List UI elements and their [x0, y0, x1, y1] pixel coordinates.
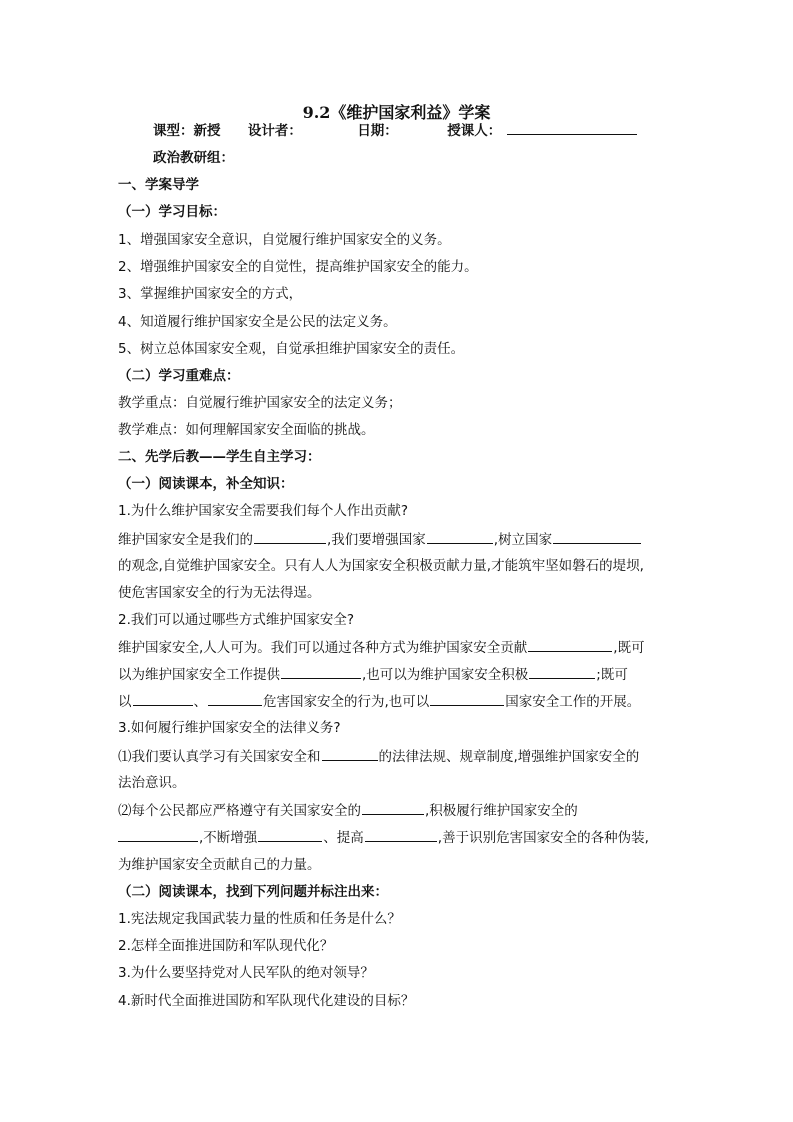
- answer-text: ,不断增强: [199, 830, 258, 846]
- question-2: 2.我们可以通过哪些方式维护国家安全?: [118, 612, 355, 628]
- answer-text: 以为维护国家安全工作提供: [118, 667, 280, 683]
- lesson-type: 课型：新授: [153, 123, 221, 139]
- answer-text: 维护国家安全,人人可为。我们可以通过各种方式为维护国家安全贡献: [118, 640, 528, 656]
- fill-blank[interactable]: [529, 665, 595, 679]
- goal-item: 5、树立总体国家安全观，自觉承担维护国家安全的责任。: [118, 341, 465, 357]
- fill-blank[interactable]: [362, 801, 424, 815]
- section-2-heading: 二、先学后教——学生自主学习：: [118, 449, 321, 465]
- teaching-difficulty: 教学难点：如何理解国家安全面临的挑战。: [118, 422, 375, 438]
- list-item: 1.宪法规定我国武装力量的性质和任务是什么？: [118, 911, 401, 927]
- answer-line: 的观念,自觉维护国家安全。只有人人为国家安全积极贡献力量,才能筑牢坚如磐石的堤坝,: [118, 558, 644, 574]
- answer-line: [118, 692, 640, 711]
- fill-blank[interactable]: [281, 665, 361, 679]
- designer-label: 设计者：: [247, 123, 302, 139]
- question-3: 3.如何履行维护国家安全的法律义务?: [118, 720, 341, 736]
- teaching-key: 教学重点：自觉履行维护国家安全的法定义务；: [118, 395, 402, 411]
- answer-text: 维护国家安全是我们的: [118, 532, 253, 548]
- fill-blank[interactable]: [528, 638, 612, 652]
- teacher-blank: [507, 121, 637, 135]
- answer-line: [118, 530, 642, 549]
- answer-text: 危害国家安全的行为,也可以: [263, 694, 430, 710]
- answer-text: ⑴我们要认真学习有关国家安全和: [118, 749, 321, 765]
- answer-text: ,积极履行维护国家安全的: [425, 803, 578, 819]
- fill-blank[interactable]: [118, 828, 198, 842]
- subsection-fill-in: （一）阅读课本，补全知识：: [118, 476, 294, 492]
- answer-text: ,我们要增强国家: [327, 532, 426, 548]
- answer-text: 、: [193, 694, 207, 710]
- fill-blank[interactable]: [365, 828, 437, 842]
- list-item: 4.新时代全面推进国防和军队现代化建设的目标？: [118, 993, 415, 1009]
- fill-blank[interactable]: [258, 828, 322, 842]
- goal-item: 2、增强维护国家安全的自觉性，提高维护国家安全的能力。: [118, 259, 478, 275]
- answer-text: ,树立国家: [493, 532, 553, 548]
- fill-blank[interactable]: [553, 530, 641, 544]
- group-label: 政治教研组：: [153, 150, 234, 166]
- subsection-find: （二）阅读课本，找到下列问题并标注出来：: [118, 884, 388, 900]
- fill-blank[interactable]: [133, 692, 193, 706]
- answer-line: [118, 801, 578, 820]
- answer-line: 为维护国家安全贡献自己的力量。: [118, 857, 321, 873]
- answer-line: [118, 747, 639, 766]
- subsection-key-points: （二）学习重难点：: [118, 368, 240, 384]
- page-title: 9.2《维护国家利益》学案: [302, 103, 491, 122]
- goal-item: 1、增强国家安全意识，自觉履行维护国家安全的义务。: [118, 232, 451, 248]
- answer-text: ,既可: [613, 640, 645, 656]
- answer-text: ,也可以为维护国家安全积极: [362, 667, 529, 683]
- answer-text: ;既可: [596, 667, 628, 683]
- fill-blank[interactable]: [322, 747, 378, 761]
- answer-line: [118, 665, 628, 684]
- fill-blank[interactable]: [208, 692, 262, 706]
- fill-blank[interactable]: [430, 692, 504, 706]
- goal-item: 3、掌握维护国家安全的方式，: [118, 286, 303, 302]
- answer-line: 法治意识。: [118, 775, 186, 791]
- answer-text: ,善于识别危害国家安全的各种伪装,: [437, 830, 649, 846]
- question-1: 1.为什么维护国家安全需要我们每个人作出贡献?: [118, 503, 409, 519]
- meta-line: [153, 121, 638, 140]
- subsection-goals: （一）学习目标：: [118, 204, 226, 220]
- answer-line: 使危害国家安全的行为无法得逞。: [118, 585, 321, 601]
- list-item: 2.怎样全面推进国防和军队现代化？: [118, 938, 334, 954]
- fill-blank[interactable]: [254, 530, 326, 544]
- list-item: 3.为什么要坚持党对人民军队的绝对领导？: [118, 965, 374, 981]
- answer-text: ⑵每个公民都应严格遵守有关国家安全的: [118, 803, 361, 819]
- date-label: 日期：: [357, 123, 398, 139]
- teacher-label: 授课人：: [447, 123, 502, 139]
- answer-line: [118, 828, 649, 847]
- fill-blank[interactable]: [427, 530, 493, 544]
- answer-text: 以: [118, 694, 132, 710]
- answer-text: 国家安全工作的开展。: [505, 694, 641, 710]
- answer-text: 、提高: [323, 830, 364, 846]
- answer-line: [118, 638, 645, 657]
- section-1-heading: 一、学案导学: [118, 177, 199, 193]
- answer-text: 的法律法规、规章制度,增强维护国家安全的: [378, 749, 640, 765]
- goal-item: 4、知道履行维护国家安全是公民的法定义务。: [118, 314, 397, 330]
